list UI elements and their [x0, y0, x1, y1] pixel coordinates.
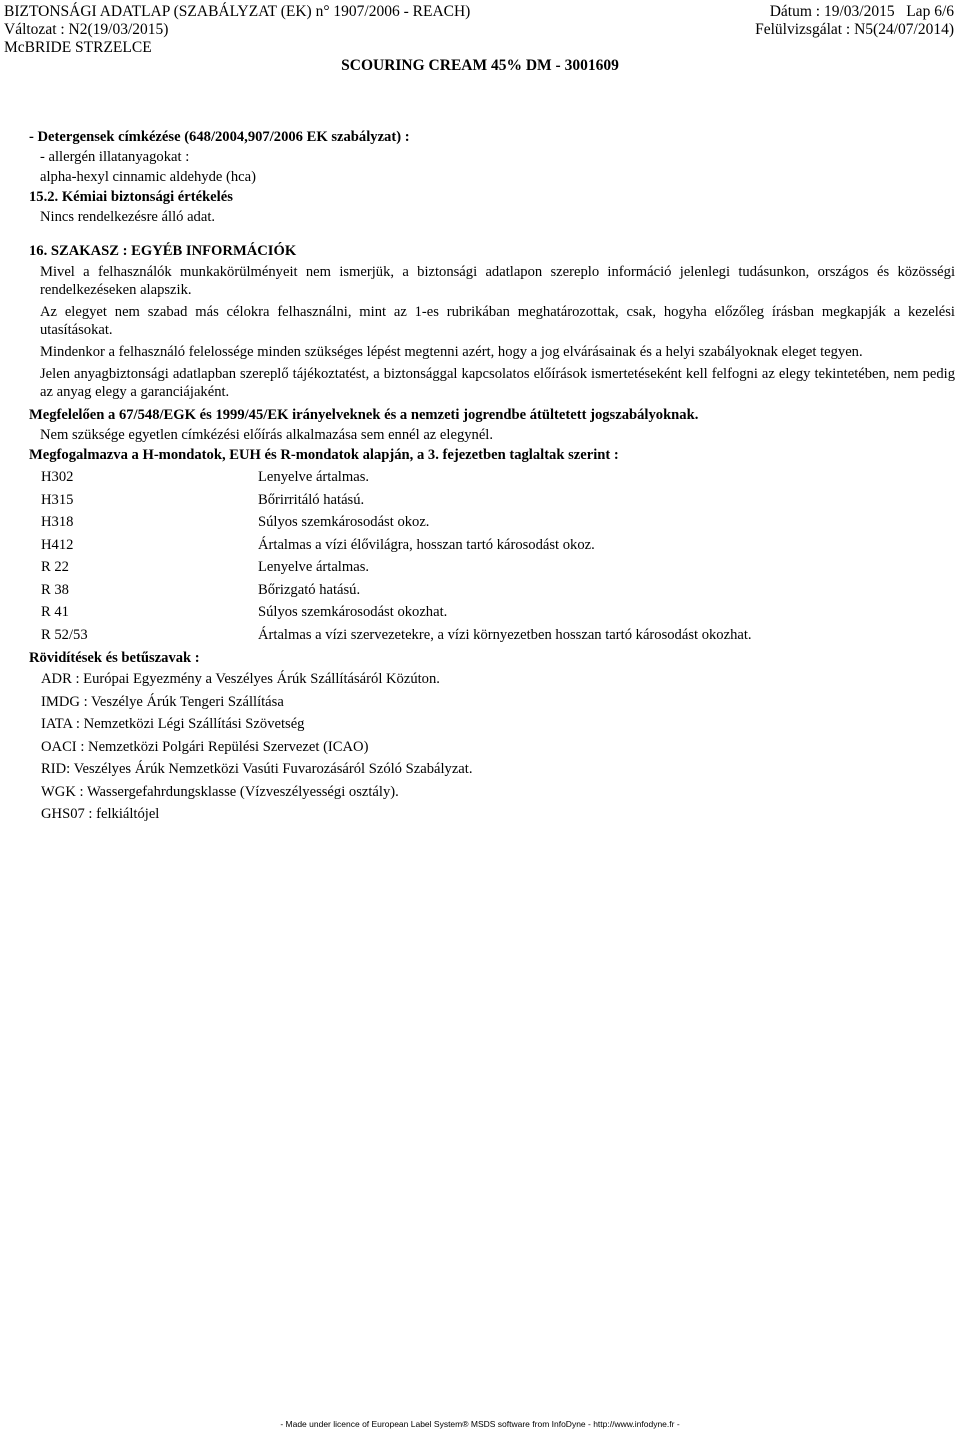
document-body — [29, 127, 955, 826]
h-phrase-text: Súlyos szemkárosodást okozhat. — [258, 604, 448, 620]
h-phrases-list — [29, 466, 955, 646]
no-label-statement: Nem szüksége egyetlen címkézési előírás alkalmazása sem ennél az elegynél. — [40, 427, 494, 443]
paragraph-4: Jelen anyagbiztonsági adatlapban szereplő tájékoztatést, a biztonsággal kapcsolatos előírások ismertetéseként kell felfogni az elegy tekintetében, nem pedig az anyag elegy a garanciájaként. — [40, 366, 955, 400]
abbreviation-item: OACI : Nemzetközi Polgári Repülési Szervezet (ICAO) — [41, 738, 369, 755]
chemical-safety-value: Nincs rendelkezésre álló adat. — [40, 209, 216, 225]
document-title: BIZTONSÁGI ADATLAP (SZABÁLYZAT (EK) n° 1907/2006 - REACH) — [4, 3, 471, 20]
page-number: Lap 6/6 — [906, 3, 954, 20]
abbreviation-item: WGK : Wassergefahrdungsklasse (Vízveszélyességi osztály). — [41, 783, 399, 800]
allergen-label: - allergén illatanyagokat : — [40, 149, 190, 165]
h-phrase-code: H412 — [41, 536, 74, 553]
footer-note: - Made under licence of European Label System® MSDS software from InfoDyne - http://www.infodyne.fr - — [280, 1419, 680, 1429]
h-phrase-row — [29, 601, 955, 624]
h-phrase-code: R 52/53 — [41, 626, 88, 643]
section-16-title: 16. SZAKASZ : EGYÉB INFORMÁCIÓK — [29, 243, 297, 259]
h-phrase-row — [29, 624, 955, 647]
abbreviation-item: ADR : Európai Egyezmény a Veszélyes Árúk Szállításáról Közúton. — [41, 671, 440, 687]
h-phrase-code: R 22 — [41, 559, 69, 575]
h-phrase-text: Súlyos szemkárosodást okoz. — [258, 514, 430, 530]
abbreviation-item: GHS07 : felkiáltójel — [41, 806, 160, 822]
h-phrase-row — [29, 556, 955, 579]
paragraph-3: Mindenkor a felhasználó felelossége minden szükséges lépést megtenni azért, hogy a jog elvárásainak és a helyi szabályoknak eleget tegyen. — [40, 344, 863, 360]
detergent-label: - Detergensek címkézése (648/2004,907/2006 EK szabályzat) : — [29, 129, 410, 145]
h-phrase-code: H302 — [41, 469, 74, 485]
paragraph-2: Az elegyet nem szabad más célokra felhasználni, mint az 1-es rubrikában meghatározottak, csak, hogyha előzőleg írásban megkapják a kezelési utasításokat. — [40, 304, 955, 338]
company-name: McBRIDE STRZELCE — [4, 39, 152, 56]
h-phrase-code: H318 — [41, 514, 74, 530]
date-page — [770, 3, 954, 21]
version-label: Változat : N2(19/03/2015) — [4, 21, 169, 38]
h-phrase-row — [29, 466, 955, 489]
h-phrase-text: Ártalmas a vízi élővilágra, hosszan tartó károsodást okoz. — [258, 536, 595, 553]
h-phrase-code: H315 — [41, 491, 74, 508]
h-phrase-row — [29, 534, 955, 557]
allergen-value: alpha-hexyl cinnamic aldehyde (hca) — [40, 169, 256, 185]
directive-statement: Megfelelően a 67/548/EGK és 1999/45/EK irányelveknek és a nemzeti jogrendbe átültetett jogszabályoknak. — [29, 407, 699, 423]
h-phrase-code: R 38 — [41, 581, 69, 598]
revision-label: Felülvizsgálat : N5(24/07/2014) — [755, 21, 954, 38]
h-phrase-row — [29, 489, 955, 512]
h-phrase-text: Bőrirritáló hatású. — [258, 491, 365, 508]
abbreviation-item: RID: Veszélyes Árúk Nemzetközi Vasúti Fuvarozásáról Szóló Szabályzat. — [41, 761, 473, 777]
chemical-safety-title: 15.2. Kémiai biztonsági értékelés — [29, 189, 233, 205]
h-phrases-title: Megfogalmazva a H-mondatok, EUH és R-mondatok alapján, a 3. fejezetben taglaltak szerint : — [29, 447, 619, 463]
abbreviations-list — [29, 668, 955, 826]
date-label: Dátum : 19/03/2015 — [769, 3, 895, 20]
h-phrase-text: Bőrizgató hatású. — [258, 581, 361, 598]
product-name: SCOURING CREAM 45% DM - 3001609 — [341, 57, 619, 74]
h-phrase-code: R 41 — [41, 604, 69, 620]
h-phrase-row — [29, 511, 955, 534]
abbreviations-title: Rövidítések és betűszavak : — [29, 650, 200, 666]
h-phrase-text: Lenyelve ártalmas. — [258, 559, 370, 575]
paragraph-1: Mivel a felhasználók munkakörülményeit nem ismerjük, a biztonsági adatlapon szereplo információ jelenlegi tudásunkon, országos és közösségi rendelkezéseken alapszik. — [40, 264, 955, 298]
h-phrase-row — [29, 579, 955, 602]
h-phrase-text: Lenyelve ártalmas. — [258, 469, 370, 485]
abbreviation-item: IMDG : Veszélye Árúk Tengeri Szállítása — [41, 693, 284, 710]
abbreviation-item: IATA : Nemzetközi Légi Szállítási Szövetség — [41, 716, 305, 732]
h-phrase-text: Ártalmas a vízi szervezetekre, a vízi környezetben hosszan tartó károsodást okozhat. — [258, 626, 752, 643]
